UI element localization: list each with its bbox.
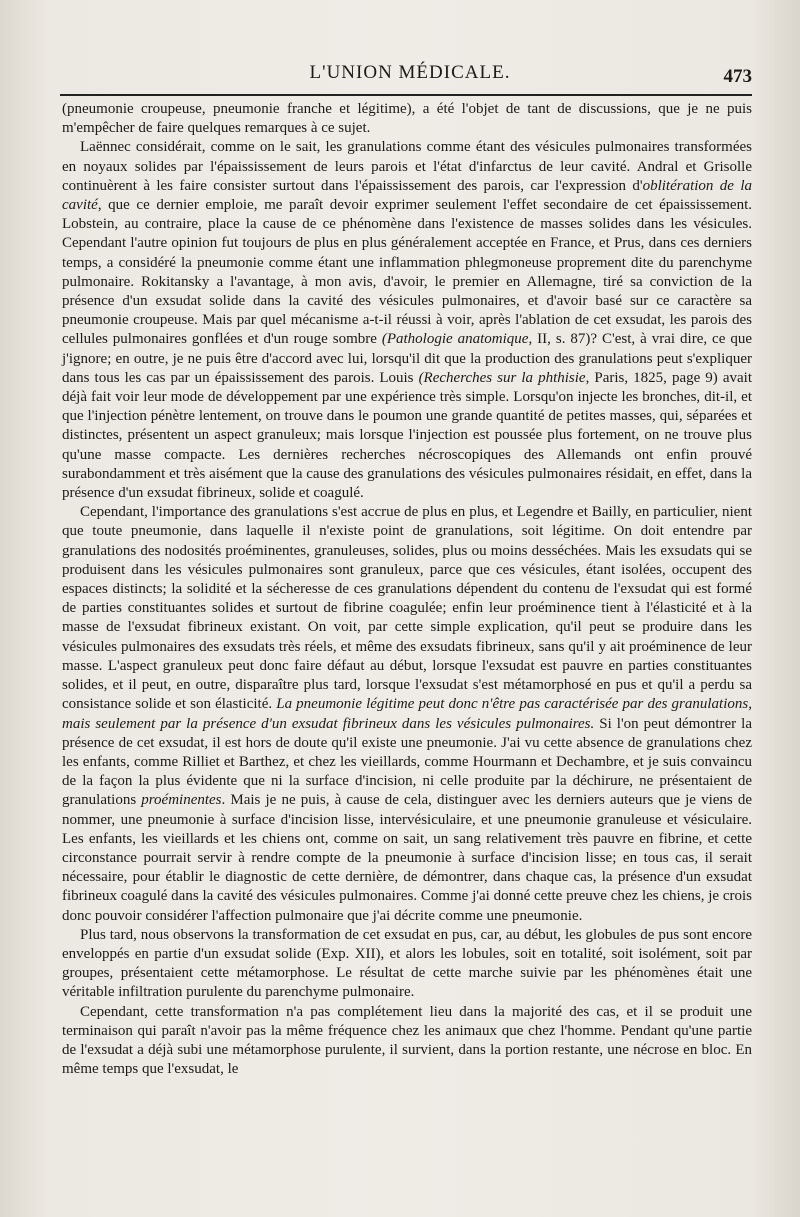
page-number: 473 [723, 66, 752, 87]
page-header [60, 58, 760, 88]
italic-run: oblitération de la cavité [62, 177, 752, 214]
text-run: (pneumonie croupeuse, pneumonie franche et légitime), a été l'objet de tant de discussions, que je ne puis m'empêcher de faire quelques remarques à ce sujet. [62, 101, 752, 137]
text-run: , que ce dernier emploie, me paraît devoir exprimer seulement l'effet secondaire de cet épaississement. Lobstein, au contraire, place la cause de ce phénomène dans l'existence de masses solides dans les vésicules. Cependant l'autre opinion fut toujours de plus en plus généralement acceptée en France, et Prus, dans ces derniers temps, a considéré la pneumonie comme étant une inflammation phlegmoneuse proprement dite du parenchyme pulmonaire. Rokitansky a l'avantage, à mon avis, d'avoir, le premier en Allemagne, tiré sa conviction de la présence d'un exsudat solide dans la cavité des vésicules pulmonaires, et d'avoir basé sur ce caractère sa pneumonie croupeuse. Mais par quel mécanisme a-t-il réussi à voir, après l'ablation de cet exsudat, les parois des cellules pulmonaires gonflées et d'un rouge sombre [62, 197, 752, 348]
paragraph [62, 138, 752, 503]
text-run: Plus tard, nous observons la transformation de cet exsudat en pus, car, au début, les globules de pus sont encore enveloppés en partie d'un exsudat solide (Exp. XII), et alors les lobules, soit en totalité, soit isolément, soit par groupes, présentaient cette métamorphose. Le résultat de cette marche suivie par les phénomènes était une véritable infiltration purulente du parenchyme pulmonaire. [62, 926, 752, 1001]
text-run: . Mais je ne puis, à cause de cela, distinguer avec les derniers auteurs que je viens de nommer, une pneumonie à surface d'incision lisse, intervésiculaire, et une pneumonie granuleuse et vésiculaire. Les enfants, les vieillards et les chiens ont, comme on sait, un sang relativement très pauvre en fibrine, et cette circonstance pourrait servir à rendre compte de la pneumonie à surface d'incision lisse; en tous cas, il serait nécessaire, pour établir le diagnostic de cette dernière, de démontrer, dans chaque cas, la présence d'un exsudat fibrineux coagulé dans la cavité des vésicules pulmonaires. Comme j'ai donné cette preuve chez les chiens, je crois donc pouvoir considérer l'affection pulmonaire que j'ai décrite comme une pneumonie. [62, 792, 752, 924]
italic-run: (Pathologie anatomique [381, 331, 529, 348]
text-run: Laënnec considérait, comme on le sait, les granulations comme étant des vésicules pulmonaires transformées en noyaux solides par l'épaississement de leurs parois et l'état d'infarctus de leur cavité. Andral et Grisolle continuèrent à les faire consister surtout dans l'épaississement des parois, car l'expression d' [62, 139, 752, 194]
italic-run: (Recherches sur la phthisie [418, 369, 586, 386]
paragraph [62, 100, 752, 138]
text-run: Cependant, cette transformation n'a pas complétement lieu dans la majorité des cas, et il se produit une terminaison qui paraît n'avoir pas la même fréquence chez les animaux que chez l'homme. Pendant qu'une partie de l'exsudat a déjà subi une métamorphose purulente, il survient, dans la portion restante, une nécrose en bloc. En même temps que l'exsudat, le [62, 1003, 752, 1078]
running-title: L'UNION MÉDICALE. [309, 62, 511, 83]
italic-run: La pneumonie légitime peut donc n'être pas caractérisée par des granulations, mais seulement par la présence d'un exsudat fibrineux dans les vésicules pulmonaires. [62, 696, 752, 732]
text-run: , II, s. 87)? C'est, à vrai dire, ce que j'ignore; en outre, je ne puis être d'accord avec lui, lorsqu'il dit que la production des granulations peut s'expliquer dans tous les cas par un épaississement des parois. Louis [62, 331, 752, 386]
paragraph [62, 503, 752, 925]
text-run: Cependant, l'importance des granulations s'est accrue de plus en plus, et Legendre et Bailly, en particulier, nient que toute pneumonie, dans laquelle il n'existe point de granulations, soit légitime. On doit entendre par granulations des nodosités proéminentes, granuleuses, solides, plus ou moins desséchées. Mais les exsudats qui se produisent dans les vésicules pulmonaires sont granuleux, parce que ces vésicules, étant isolées, occupent des espaces distincts; la solidité et la sécheresse de ces granulations dépendent du contenu de l'exsudat qui est formé de parties constituantes solides et surtout de fibrine coagulée; enfin leur proéminence tient à l'élasticité et à la masse de l'exsudat fibrineux existant. On voit, par cette simple explication, qu'il peut se produire dans les vésicules pulmonaires des exsudats très réels, et même des exsudats fibrineux, sans qu'il y ait proéminence de leur masse. L'aspect granuleux peut donc faire défaut au début, lorsque l'exsudat est pauvre en parties constituantes solides, et il peut, en outre, disparaître plus tard, lorsque l'exsudat s'est métamorphosé en pus et qu'il a perdu sa consistance solide et son élasticité. [62, 504, 752, 713]
text-run: , Paris, 1825, page 9) avait déjà fait voir leur mode de développement par une expérience très simple. Lorsqu'on injecte les bronches, dit-il, et que l'injection pénètre lentement, on trouve dans le poumon une grande quantité de petites masses, qui, séparées et distinctes, présentent un aspect granuleux; mais lorsque l'injection est poussée plus fortement, on ne trouve plus qu'une masse compacte. Les dernières recherches nécroscopiques des Allemands ont enfin prouvé surabondamment et très aisément que la cause des granulations des vésicules pulmonaires résidait, en effet, dans la présence d'un exsudat fibrineux, solide et coagulé. [62, 369, 752, 502]
text-run: Si l'on peut démontrer la présence de cet exsudat, il est hors de doute qu'il existe une pneumonie. J'ai vu cette absence de granulations chez les enfants, comme Rilliet et Barthez, et chez les vieillards, comme Hourmann et Dechambre, et je suis convaincu de la façon la plus évidente que ni la surface d'incision, ni celle produite par la déchirure, ne présentaient de granulations [62, 715, 752, 809]
paragraph [62, 1003, 752, 1080]
header-rule [60, 94, 752, 96]
paragraph [62, 926, 752, 1003]
italic-run: proéminentes [141, 792, 222, 809]
body-text [62, 100, 752, 1079]
